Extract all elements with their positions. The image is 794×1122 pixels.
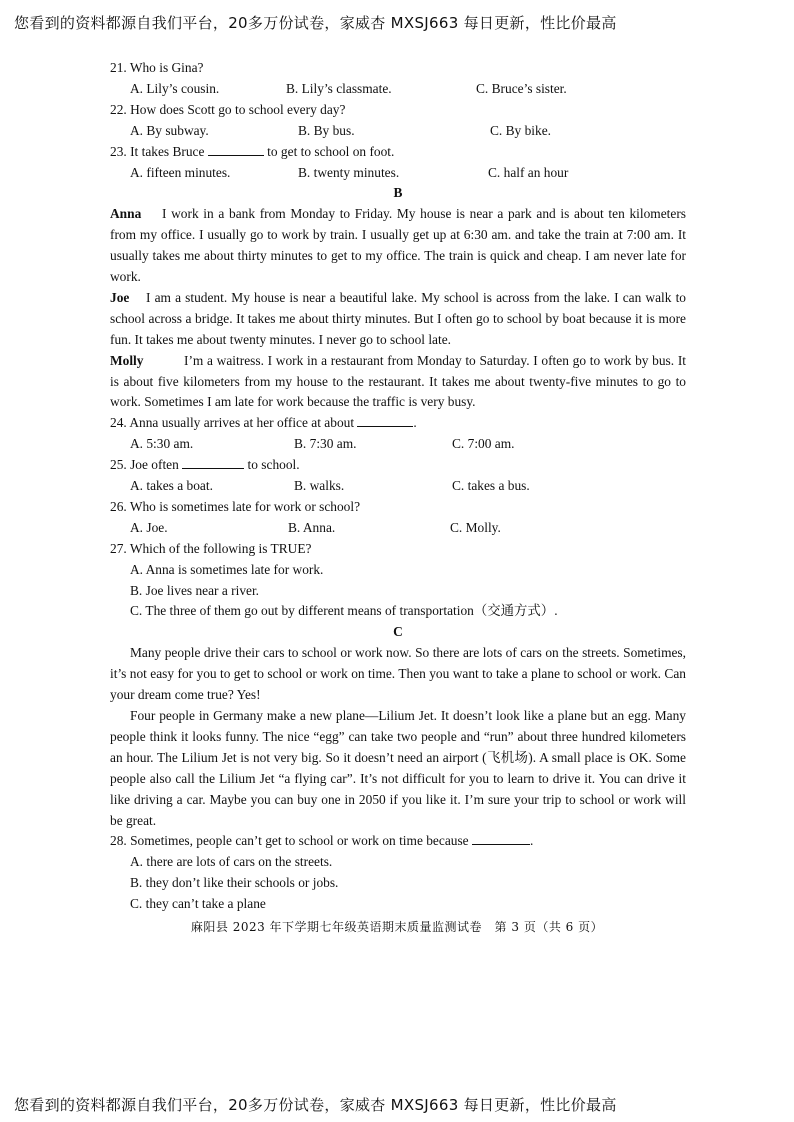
page-footer: 麻阳县 2023 年下学期七年级英语期末质量监测试卷 第 3 页（共 6 页） [190,920,604,934]
option-a: A. there are lots of cars on the streets. [130,854,333,870]
section-b-heading: B [393,185,403,201]
option-b: B. twenty minutes. [298,164,400,180]
passage-molly [110,351,686,414]
option-a: A. 5:30 am. [130,436,194,452]
question-25-stem [110,455,686,476]
stem-text: to get to school on foot. [267,143,395,159]
stem-text: 28. Sometimes, people can’t get to school or work on time because [110,833,469,849]
question-24-options [110,434,686,455]
question-23-options [110,163,686,184]
option-c: C. 7:00 am. [452,436,515,452]
option-b: B. Anna. [288,519,336,535]
stem-text: . [529,833,534,849]
option-a: A. fifteen minutes. [130,164,231,180]
question-22-stem: 22. How does Scott go to school every day? [110,101,346,117]
question-21-stem: 21. Who is Gina? [110,60,204,75]
option-b: B. 7:30 am. [294,436,357,452]
option-c: C. Bruce’s sister. [476,80,567,96]
passage-text: I work in a bank from Monday to Friday. My house is near a park and is about ten kilometers from my office. I usually go to work by train. I usually get up at 6:30 am. and take the train at 7:00 am. It usually takes me about thirty minutes to get to my office. The train is quick and cheap. I am never late for work. [110,206,686,285]
question-26-stem: 26. Who is sometimes late for work or school? [110,498,361,514]
answer-blank [182,456,244,469]
option-a: A. By subway. [130,122,209,138]
passage-text: I am a student. My house is near a beautiful lake. My school is across from the lake. I can walk to school across a bridge. It takes me about thirty minutes. But I often go to school by boat because it is more fun. It takes me about twenty minutes. I never go to school late. [110,289,686,347]
banner-bottom: 您看到的资料都源自我们平台，20多万份试卷，家威杏 MXSJ663 每日更新，性比价最高 [14,1096,617,1114]
stem-text: 23. It takes Bruce [110,143,205,159]
passage-text: I’m a waitress. I work in a restaurant from Monday to Saturday. I often go to work by bus. It is about five kilometers from my house to the restaurant. It takes me about twenty-five minutes to go to work. Sometimes I am late for work because the traffic is very busy. [110,352,686,410]
section-c-heading: C [393,624,403,640]
passage-c-paragraph-2: Four people in Germany make a new plane—Lilium Jet. It doesn’t look like a plane but an egg. Many people think it looks funny. The nice “egg” can take two people and “run” about three hundred kilometers an hour. The Lilium Jet is not very big. So it doesn’t need an airport (飞机场). A small place is OK. Some people also call the Lilium Jet “a flying car”. It’s not difficult for you to learn to drive it. You can drive it like driving a car. Maybe you can buy one in 2050 if you like it. I’m sure your trip to school or work will be great. [110,708,686,828]
question-24-stem [110,413,686,434]
option-b: B. they don’t like their schools or jobs. [130,875,339,891]
option-a: A. Lily’s cousin. [130,80,220,96]
question-26-options [110,518,686,539]
question-28-stem [110,831,686,852]
option-b: B. Joe lives near a river. [130,582,260,598]
option-c: C. By bike. [490,122,552,138]
question-21-options [110,79,686,100]
speaker-name: Joe [110,289,130,305]
passage-c-paragraph-1: Many people drive their cars to school or work now. So there are lots of cars on the streets. Sometimes, it’s not easy for you to get to school or work on time. Then you want to take a plane to school or work. Can your dream come true? Yes! [110,645,686,703]
banner-top: 您看到的资料都源自我们平台，20多万份试卷，家威杏 MXSJ663 每日更新，性比价最高 [14,14,617,32]
answer-blank [208,143,264,156]
option-c: C. Molly. [450,519,501,535]
speaker-name: Molly [110,352,144,368]
question-23-stem [110,142,686,163]
question-27-stem: 27. Which of the following is TRUE? [110,540,312,556]
option-c: C. The three of them go out by different means of transportation（交通方式）. [130,603,558,619]
stem-text: . [413,415,417,431]
stem-text: 25. Joe often [110,457,179,473]
option-a: A. Anna is sometimes late for work. [130,561,324,577]
option-c: C. takes a bus. [452,478,530,494]
option-c: C. half an hour [488,164,569,180]
stem-text: 24. Anna usually arrives at her office at about [110,415,355,431]
answer-blank [472,832,530,845]
passage-joe [110,288,686,351]
question-22-options [110,121,686,142]
passage-anna [110,204,686,288]
option-a: A. Joe. [130,519,168,535]
option-c: C. they can’t take a plane [130,896,266,912]
option-b: B. walks. [294,478,345,494]
answer-blank [357,414,413,427]
question-25-options [110,476,686,497]
exam-content [110,58,686,915]
stem-text: to school. [247,457,300,473]
option-b: B. By bus. [298,122,355,138]
option-b: B. Lily’s classmate. [286,80,392,96]
speaker-name: Anna [110,206,142,222]
option-a: A. takes a boat. [130,478,213,494]
